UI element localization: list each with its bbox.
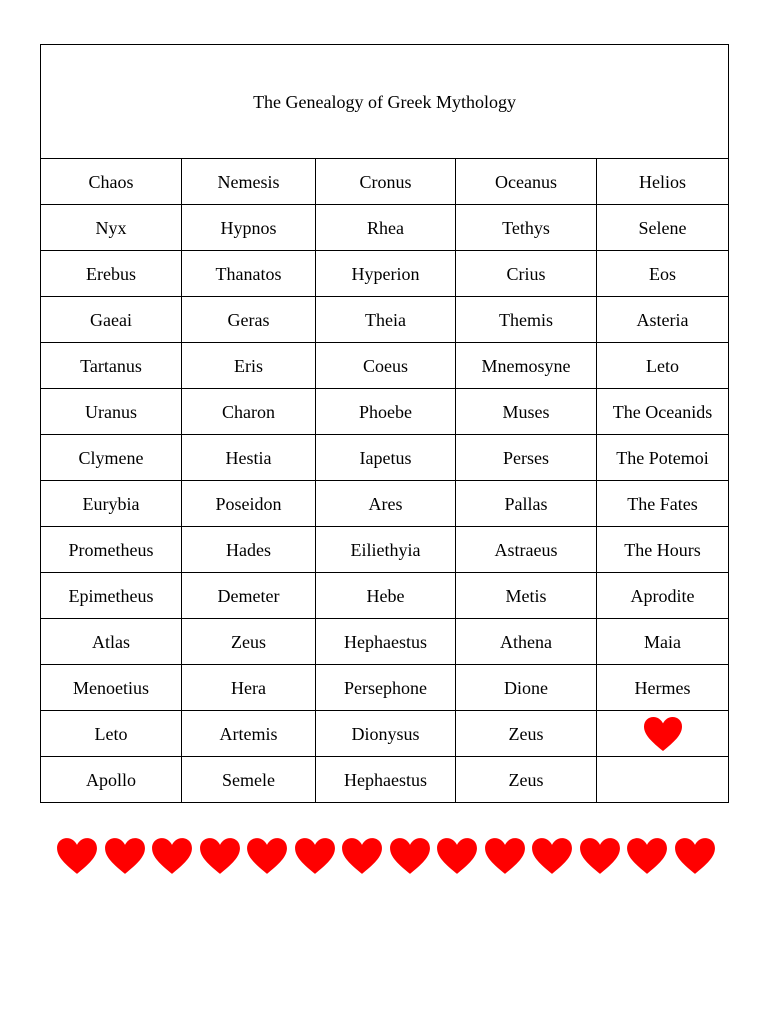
heart-icon <box>484 837 526 875</box>
heart-icon <box>151 837 193 875</box>
table-row <box>41 435 729 481</box>
table-cell: Phoebe <box>316 389 456 435</box>
table-row <box>41 619 729 665</box>
empty-cell <box>597 757 729 803</box>
table-cell: Rhea <box>316 205 456 251</box>
heart-icon <box>643 716 683 752</box>
table-cell: Eiliethyia <box>316 527 456 573</box>
table-cell: Cronus <box>316 159 456 205</box>
table-cell: The Hours <box>597 527 729 573</box>
table-cell: Hestia <box>182 435 316 481</box>
table-row <box>41 527 729 573</box>
table-cell: Hephaestus <box>316 619 456 665</box>
heart-icon <box>674 837 716 875</box>
table-cell: Artemis <box>182 711 316 757</box>
table-row <box>41 573 729 619</box>
page-title: The Genealogy of Greek Mythology <box>253 91 516 112</box>
table-cell: Uranus <box>41 389 182 435</box>
table-row <box>41 757 729 803</box>
table-cell: Maia <box>597 619 729 665</box>
table-cell: Hebe <box>316 573 456 619</box>
table-row <box>41 389 729 435</box>
table-cell: Hyperion <box>316 251 456 297</box>
table-cell: Chaos <box>41 159 182 205</box>
table-row <box>41 159 729 205</box>
table-cell: Coeus <box>316 343 456 389</box>
table-cell: Zeus <box>182 619 316 665</box>
table-cell: Hypnos <box>182 205 316 251</box>
table-cell: Erebus <box>41 251 182 297</box>
table-cell: Zeus <box>456 757 597 803</box>
table-cell: Hermes <box>597 665 729 711</box>
table-cell: Ares <box>316 481 456 527</box>
table-cell: The Potemoi <box>597 435 729 481</box>
table-cell: Dionysus <box>316 711 456 757</box>
table-cell: Tethys <box>456 205 597 251</box>
table-cell: Eris <box>182 343 316 389</box>
table-cell: Menoetius <box>41 665 182 711</box>
table-cell: Persephone <box>316 665 456 711</box>
heart-icon <box>531 837 573 875</box>
table-cell: Demeter <box>182 573 316 619</box>
table-cell: The Oceanids <box>597 389 729 435</box>
table-cell: Apollo <box>41 757 182 803</box>
table-cell: Tartanus <box>41 343 182 389</box>
table-cell: The Fates <box>597 481 729 527</box>
table-cell: Athena <box>456 619 597 665</box>
table-cell: Mnemosyne <box>456 343 597 389</box>
heart-icon <box>436 837 478 875</box>
heart-icon <box>626 837 668 875</box>
table-cell: Gaeai <box>41 297 182 343</box>
heart-icon <box>389 837 431 875</box>
table-cell: Hera <box>182 665 316 711</box>
table-cell: Thanatos <box>182 251 316 297</box>
table-cell: Hades <box>182 527 316 573</box>
table-cell: Clymene <box>41 435 182 481</box>
table-row <box>41 343 729 389</box>
heart-icon <box>579 837 621 875</box>
table-cell: Eurybia <box>41 481 182 527</box>
table-cell: Geras <box>182 297 316 343</box>
table-cell: Leto <box>41 711 182 757</box>
genealogy-table <box>40 44 729 803</box>
table-cell: Crius <box>456 251 597 297</box>
table-cell: Semele <box>182 757 316 803</box>
table-cell: Zeus <box>456 711 597 757</box>
table-row <box>41 251 729 297</box>
table-row <box>41 711 729 757</box>
hearts-row <box>56 836 716 876</box>
table-cell: Charon <box>182 389 316 435</box>
heart-icon <box>341 837 383 875</box>
table-row <box>41 205 729 251</box>
table-cell: Prometheus <box>41 527 182 573</box>
table-cell: Selene <box>597 205 729 251</box>
table-cell: Muses <box>456 389 597 435</box>
table-cell: Oceanus <box>456 159 597 205</box>
table-cell: Nemesis <box>182 159 316 205</box>
table-cell: Themis <box>456 297 597 343</box>
heart-icon <box>56 837 98 875</box>
table-cell: Atlas <box>41 619 182 665</box>
table-cell: Pallas <box>456 481 597 527</box>
table-cell: Helios <box>597 159 729 205</box>
heart-icon <box>199 837 241 875</box>
table-cell: Aprodite <box>597 573 729 619</box>
table-cell: Theia <box>316 297 456 343</box>
title-cell <box>41 45 729 159</box>
table-cell: Poseidon <box>182 481 316 527</box>
table-cell: Eos <box>597 251 729 297</box>
table-row <box>41 297 729 343</box>
table-cell: Dione <box>456 665 597 711</box>
table-cell: Leto <box>597 343 729 389</box>
table-cell: Iapetus <box>316 435 456 481</box>
table-cell: Hephaestus <box>316 757 456 803</box>
table-row <box>41 665 729 711</box>
heart-icon <box>104 837 146 875</box>
table-cell: Asteria <box>597 297 729 343</box>
heart-icon <box>246 837 288 875</box>
table-cell <box>597 711 729 757</box>
table-cell: Metis <box>456 573 597 619</box>
table-cell: Epimetheus <box>41 573 182 619</box>
table-cell: Nyx <box>41 205 182 251</box>
table-cell: Perses <box>456 435 597 481</box>
table-row <box>41 481 729 527</box>
table-cell: Astraeus <box>456 527 597 573</box>
heart-icon <box>294 837 336 875</box>
